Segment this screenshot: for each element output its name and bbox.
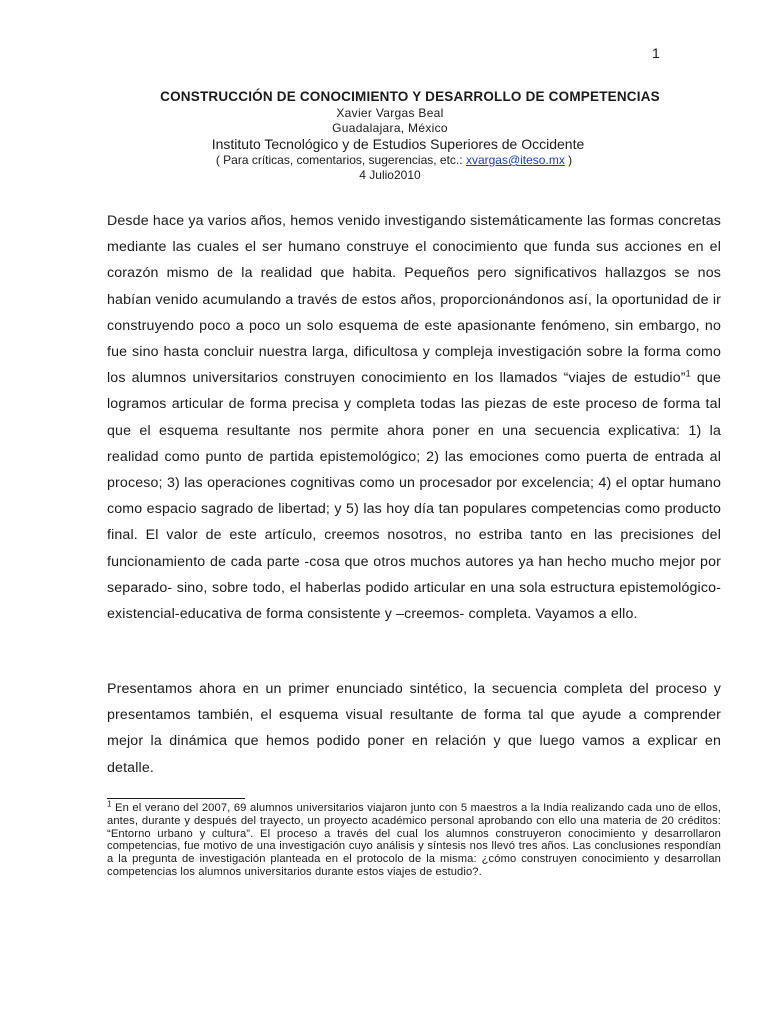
- contact-line: [0, 153, 768, 168]
- footnote-text: En el verano del 2007, 69 alumnos universitarios viajaron junto con 5 maestros a la India realizando cada uno de ellos, antes, durante y después del trayecto, un proyecto académico personal aprobando con ello una materia de 20 créditos: “Entorno urbano y cultura”. El proceso a través del cual los alumnos construyeron conocimiento y desarrollaron competencias, fue motivo de una investigación cuyo análisis y síntesis nos llevó tres años. Las conclusiones respondían a la pregunta de investigación planteada en el protocolo de la misma: ¿cómo construyen conocimiento y desarrollan competencias los alumnos universitarios durante estos viajes de estudio?.: [107, 802, 721, 878]
- page-number: 1: [652, 45, 660, 61]
- footnote-reference[interactable]: 1: [685, 368, 691, 379]
- author-city: Guadalajara, México: [332, 121, 448, 135]
- document-header: [0, 88, 768, 183]
- footnote-mark: 1: [107, 799, 112, 809]
- contact-suffix: ): [568, 153, 573, 167]
- contact-email-link[interactable]: xvargas@iteso.mx: [465, 153, 565, 167]
- body-paragraph-1: [107, 208, 721, 627]
- para1-text-start: Desde hace ya varios años, hemos venido investigando sistemáticamente las formas concretas mediante las cuales el ser humano construye el conocimiento que funda sus acciones en el corazón mismo de la realidad que habita. Pequeños pero significativos hallazgos se nos habían venido acumulando a través de estos años, proporcionándonos así, la oportunidad de ir construyendo poco a poco un solo esquema de este apasionante fenómeno, sin embargo, no fue sino hasta concluir nuestra larga, dificultosa y compleja investigación sobre la forma como los alumnos universitarios construyen conocimiento en los llamados “viajes de estudio”: [107, 213, 721, 387]
- footnote: [107, 799, 721, 879]
- para1-text-end: que logramos articular de forma precisa y completa todas las piezas de este proceso de forma tal que el esquema resultante nos permite ahora poner en una secuencia explicativa: 1) la realidad como punto de partida epistemológico; 2) las emociones como puerta de entrada al proceso; 3) las operaciones cognitivas como un procesador por excelencia; 4) el optar humano como espacio sagrado de libertad; y 5) las hoy día tan populares competencias como producto final. El valor de este artículo, creemos nosotros, no estriba tanto en las precisiones del funcionamiento de cada parte -cosa que otros muchos autores ya han hecho mucho mejor por separado- sino, sobre todo, el haberlas podido articular en una sola estructura epistemológico-existencial-educativa de forma consistente y –creemos- completa. Vayamos a ello.: [107, 370, 721, 623]
- document-date: 4 Julio2010: [359, 168, 421, 182]
- institute-name: Instituto Tecnológico y de Estudios Superiores de Occidente: [211, 136, 585, 152]
- footnote-separator: [107, 798, 245, 799]
- author-name: Xavier Vargas Beal: [336, 106, 444, 120]
- document-title: CONSTRUCCIÓN DE CONOCIMIENTO Y DESARROLLO DE COMPETENCIAS: [160, 89, 660, 104]
- contact-prefix: ( Para críticas, comentarios, sugerencias, etc.:: [215, 153, 463, 167]
- body-paragraph-2: Presentamos ahora en un primer enunciado sintético, la secuencia completa del proceso y presentamos también, el esquema visual resultante de forma tal que ayude a comprender mejor la dinámica que hemos podido poner en relación y que luego vamos a explicar en detalle.: [107, 681, 721, 776]
